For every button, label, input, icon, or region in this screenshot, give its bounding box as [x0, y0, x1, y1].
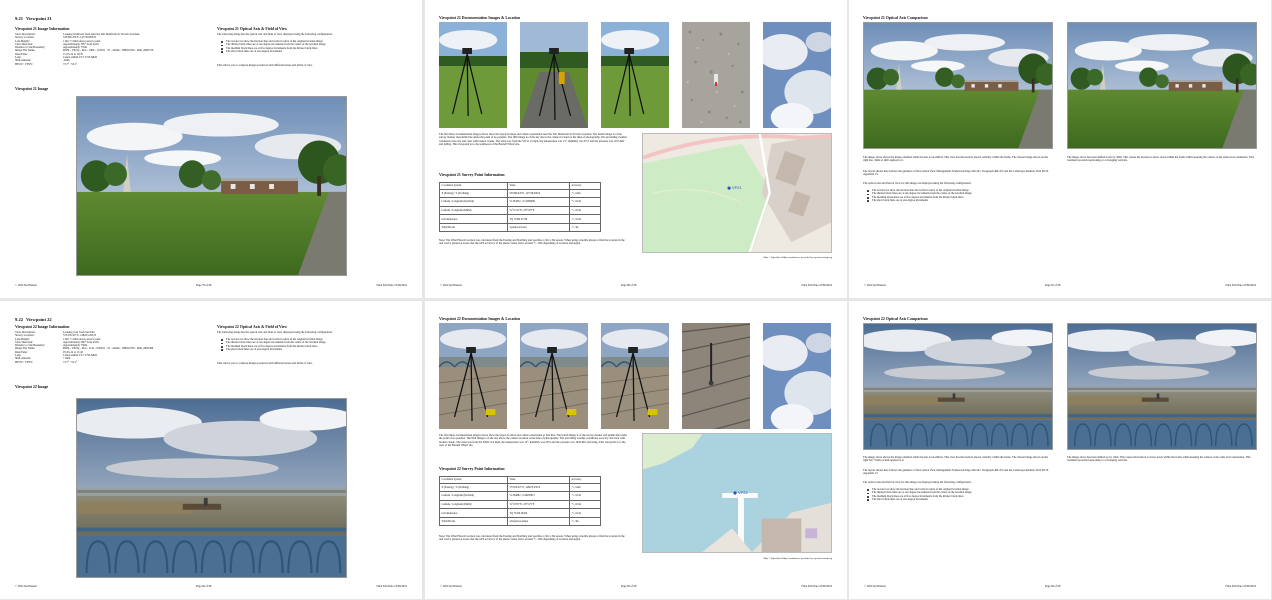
shifted-caption: The image above has been shifted up by 1mm. This causes the horizon to move down within the frame whilst keeping the camera at the same level orientation. This treatment prevents keystoning or converging verticals. [1067, 456, 1251, 463]
table-cell: X (Easting) , Y (Northing) [440, 483, 508, 492]
table-cell: Grid Reference [440, 215, 508, 224]
doc-photo-survey-marker [682, 323, 750, 429]
info-value: Approximately 260° from north [63, 340, 99, 344]
doc-photo-survey-marker [682, 22, 750, 128]
footer-copyright: © 2022 Ian Hansen [440, 585, 462, 588]
footer-copyright: © 2022 Ian Hansen [15, 585, 37, 588]
bullet-item: The medium black lines are at five degree increments from the thicker black lines [217, 345, 407, 348]
doc-photo-3 [601, 323, 669, 429]
table-row [440, 492, 601, 501]
info-heading: Viewpoint 21 Image Information [15, 27, 70, 31]
comparison-heading: Viewpoint 21 Optical Axis Comparison [863, 16, 928, 20]
map-attribution: Map © OpenStreetMap contributors, provided by openstreetmap.org [763, 256, 832, 259]
table-row [440, 198, 601, 207]
comparison-heading: Viewpoint 22 Optical Axis Comparison [863, 317, 928, 321]
viewpoint-22-photo [76, 398, 347, 578]
footer-copyright: © 2022 Ian Hansen [864, 284, 886, 287]
optical-intro: The following image has the optical axis and field of view displayed using the following configuration: [217, 331, 333, 334]
table-cell: +/- 3m [570, 517, 601, 526]
footer-page-number: Page 83 of 98 [621, 585, 637, 588]
footer-page-number: Page 79 of 98 [196, 284, 212, 287]
footer-edit-date: Final Edit Date 23/06/2022 [1225, 284, 1256, 287]
bullet-item: The medium black lines are at five degree increments from the thicker black lines [863, 196, 1058, 199]
table-cell: Latitude / Longitude (D&M) [440, 500, 508, 509]
optical-intro: The following image has the optical axis and field of view displayed using the following configuration: [217, 33, 333, 36]
table-row [440, 189, 601, 198]
table-cell: +/- 10cm [570, 509, 601, 518]
documentation-heading: Viewpoint 21 Documentation Images & Location [439, 16, 521, 20]
page-81 [849, 0, 1271, 298]
image-info-table [15, 331, 153, 364]
info-value: Canon 24mm f/3.5 T-SE MkII [63, 354, 97, 358]
optical-note: This allows you to compare images produced with different lenses and fields of view. [217, 64, 313, 67]
bullet-item: The medium black lines are at five degree increments from the thicker black lines [863, 495, 1058, 498]
bullet-item: The red arrows show the horizon line and vertical centre of the original levelled image [863, 189, 1058, 192]
table-row [440, 517, 601, 526]
table-cell: system.card.area [508, 223, 570, 232]
footer-page-number: Page 82 of 98 [196, 585, 212, 588]
footer-edit-date: Final Edit Date 23/06/2022 [376, 284, 407, 287]
image-heading: Viewpoint 21 Image [15, 87, 49, 91]
info-value: 1.6m +/-5mm above survey point [63, 337, 101, 341]
shifted-caption: The image above has been shifted down by 3mm. This causes the horizon to move down within the frame whilst keeping the camera at the same level orientation. This treatment prevents keystoning or converging verticals. [1067, 156, 1254, 163]
what3words-note: Note: The What3Words location was calculated from the Easting and Northing and specifies a 3m x 3m square. When using a mobile phone to find the location in the real world, please be aware that the GPS accuracy of the phone varies and is around +/- 10m depending on location and signal. [439, 535, 625, 542]
info-label: Date/Time: [15, 52, 28, 56]
info-label: Distance to Site Boundary: [15, 46, 46, 50]
table-cell: +/- 10cm [570, 198, 601, 207]
table-row [440, 483, 601, 492]
table-row [440, 206, 601, 215]
footer-edit-date: Final Edit Date 23/06/2022 [801, 284, 832, 287]
table-cell: +/- 10cm [570, 206, 601, 215]
table-cell: wind.prices.shape [508, 517, 570, 526]
info-label: View Description: [15, 331, 36, 334]
info-value: 575476.327 E, 148103.456 N [63, 334, 97, 338]
what3words-note: Note: The What3Words location was calculated from the Easting and Northing and specifies a 3m x 3m square. When using a mobile phone to find the location in the real world, please be aware that the GPS accuracy of the phone varies and is around +/- 10m depending on location and signal. [439, 239, 625, 246]
footer-copyright: © 2022 Ian Hansen [864, 585, 886, 588]
info-label: HFOV / VFOV: [15, 62, 33, 66]
info-label: Image File Name: [15, 49, 36, 53]
survey-table [439, 476, 601, 526]
table-cell: 535390.470 E, 147749.006 N [508, 189, 570, 198]
info-label: Date/Time: [15, 350, 28, 354]
bullet-item: The thicker black lines are at ten degree increments from the centre of the levelled image [217, 341, 407, 344]
optical-heading: Viewpoint 21 Optical Axis & Field of View [217, 27, 288, 31]
doc-photo-sky [763, 22, 831, 128]
table-cell: 51°21'41"N , 00°31'0"E [508, 206, 570, 215]
table-cell: 51.361632 , 0.51096099 [508, 198, 570, 207]
info-row [15, 63, 153, 66]
table-row [440, 215, 601, 224]
info-value: +1mm [63, 357, 71, 361]
info-row [15, 361, 153, 364]
info-heading: Viewpoint 22 Image Information [15, 325, 70, 329]
doc-photo-sky [763, 323, 831, 429]
doc-photo-2 [520, 22, 588, 128]
table-cell: +/- 10cm [570, 492, 601, 501]
table-row [440, 509, 601, 518]
table-cell: X (Easting) , Y (Northing) [440, 189, 508, 198]
optical-bullets [863, 488, 1058, 502]
doc-photo-1 [439, 323, 507, 429]
table-cell: Latitude / Longitude (Decimal) [440, 198, 508, 207]
info-value: 73.7° / 53.1° [63, 360, 78, 364]
info-label: View Description: [15, 33, 36, 36]
info-label: Shift Amount: [15, 357, 31, 361]
table-cell: What3Words [440, 517, 508, 526]
footer-page-number: Page 80 of 98 [621, 284, 637, 287]
documentation-description: The first three documentation images above show the tripod location and camera orientation near the War Memorial in Victoria Gardens. The fourth image is of the survey marker and plumb line under the point of no parallax. The fifth image is of the sky above the camera location at the time of photography. The prevailing weather conditions were dry and clear with broken clouds. The wind was from the SW at 15 mph, the temperature was 15°, humidity was 67% and the pressure was 1015 hPa and falling. This viewpoint is to the southwest of the Bardell Wharf site. [439, 133, 627, 147]
table-cell: +/- 1mm [570, 483, 601, 492]
table-cell: TQ 75390 47749 [508, 215, 570, 224]
table-cell: Accuracy [570, 183, 601, 190]
page-84 [849, 301, 1271, 599]
unshifted-caption: The image above shows the image obtained while the lens is un-shifted. This view has the horizon placed centrally within the frame. The chosen image shown on the right has -3mm of shift applied to it. [863, 156, 1048, 163]
bullet-item: The red arrows show the horizon line and vertical centre of the original levelled image [217, 40, 407, 43]
info-value: Approximately 305° from north [63, 42, 99, 46]
optical-bullets [217, 40, 407, 54]
viewpoint-21-photo [76, 96, 347, 276]
unshifted-caption: The image above shows the image obtained while the lens is un-shifted. This view has the horizon placed centrally within the frame. The chosen image shown on the right has +1mm of shift applied to it. [863, 456, 1048, 463]
info-label: HFOV / VFOV: [15, 360, 33, 364]
optical-bullets [217, 338, 407, 352]
table-cell: Value [508, 183, 570, 190]
table-cell: +/- 10cm [570, 500, 601, 509]
info-label: Shift Amount: [15, 59, 31, 63]
bullet-item: The thicker black lines are at ten degree increments from the centre of the levelled image [863, 192, 1058, 195]
doc-photo-2 [520, 323, 588, 429]
info-label: Lens: [15, 354, 22, 358]
info-rows [15, 33, 153, 66]
documentation-description: The first three documentation images above show the tripod location and camera orientation at Sun Pier. The fourth image is of the survey marker and plumb line under the point of no parallax. The fifth image is of the sky above the camera location at the time of photography. The prevailing weather conditions were dry and clear with broken clouds. The wind was from the NNW at 6 mph, the temperature was 14°, humidity was 59% and the pressure was 1026 hPa and rising. This viewpoint is to the west of the Bardell Wharf site. [439, 434, 627, 448]
info-value: 535390.470 E, 147749.006 N [63, 36, 97, 40]
table-cell: Accuracy [570, 477, 601, 484]
optical-heading: Viewpoint 22 Optical Axis & Field of View [217, 325, 288, 329]
page-80 [425, 0, 847, 298]
bullet-item: The thicker black lines are at ten degree increments from the centre of the levelled image [217, 43, 407, 46]
survey-heading: Viewpoint 21 Survey Point Information [439, 173, 505, 177]
footer-page-number: Page 81 of 98 [1045, 284, 1061, 287]
footer-edit-date: Final Edit Date 23/06/2022 [376, 585, 407, 588]
footer-copyright: © 2022 Ian Hansen [440, 284, 462, 287]
footer-edit-date: Final Edit Date 23/06/2022 [801, 585, 832, 588]
info-value: Canon 24mm f/3.5 T-SE MkII [63, 56, 97, 60]
page-82 [0, 301, 422, 599]
info-value: BWR - VP22g - Ifo4 - 1142 - 050522 - 55 - 24mm - 5880x3760 - Imm_8020494 [63, 347, 154, 351]
info-value: 1.6m +/-5mm above survey point [63, 39, 101, 43]
bullet-item: The short black lines are at one degree increments [217, 348, 407, 351]
table-cell: +/- 10cm [570, 215, 601, 224]
bullet-item: The thicker black lines are at ten degree increments from the centre of the levelled image [863, 491, 1058, 494]
footer-copyright: © 2022 Ian Hansen [15, 284, 37, 287]
info-label: Survey Location: [15, 36, 35, 40]
table-cell: Latitude / Longitude (Decimal) [440, 492, 508, 501]
doc-photo-3 [601, 22, 669, 128]
table-cell: What3Words [440, 223, 508, 232]
unshifted-photo [863, 22, 1053, 149]
info-label: Distance to Site Boundary: [15, 344, 46, 348]
optical-note: This allows you to compare images produced with different lenses and fields of view. [217, 362, 313, 365]
table-cell: +/- 1mm [570, 189, 601, 198]
bullet-item: The short black lines are at one degree increments [863, 199, 1058, 202]
info-value: Approximately 730m [63, 344, 88, 348]
bullet-item: The short black lines are at one degree increments [217, 50, 407, 53]
shifted-photo [1067, 22, 1257, 149]
table-row [440, 223, 601, 232]
footer-edit-date: Final Edit Date 23/06/2022 [1225, 585, 1256, 588]
page-79 [0, 0, 422, 298]
doc-photo-1 [439, 22, 507, 128]
info-label: Survey Location: [15, 334, 35, 338]
table-cell: 51°23'05"N , 00°31'5"E [508, 500, 570, 509]
unshifted-photo [863, 323, 1053, 450]
table-cell: Coordinate System [440, 477, 508, 484]
info-value: BWR - VP21g - Ifo4 - 1000 - 110522 - 55 - 24mm - 5880x3760 - Imm_8020736 [63, 49, 154, 53]
info-label: View Direction: [15, 340, 33, 344]
map-marker-label: VP21 [732, 185, 742, 191]
table-cell: TQ 75476 48103 [508, 509, 570, 518]
optical-bullets [863, 189, 1058, 203]
bullet-item: The medium black lines are at five degree increments from the thicker black lines [217, 47, 407, 50]
optical-intro: The optical axis and field of view for this image are displayed using the following configuration: [863, 182, 972, 185]
table-row [440, 500, 601, 509]
shifted-photo [1067, 323, 1257, 450]
table-cell: Value [508, 477, 570, 484]
section-title: 9.22 Viewpoint 22 [15, 317, 52, 322]
info-label: Image File Name: [15, 347, 36, 351]
table-cell: Coordinate System [440, 183, 508, 190]
footer-page-number: Page 84 of 98 [1045, 585, 1061, 588]
info-rows [15, 331, 153, 364]
bullet-item: The red arrows show the horizon line and vertical centre of the original levelled image [217, 338, 407, 341]
table-cell: 51.384662 , 0.49050815 [508, 492, 570, 501]
optical-intro: The optical axis and field of view for this image are displayed using the following configuration: [863, 481, 972, 484]
bullet-item: The short black lines are at one degree increments [863, 498, 1058, 501]
image-heading: Viewpoint 22 Image [15, 385, 49, 389]
location-map-vp22 [642, 433, 832, 553]
guidance-text: The layout shown here follows the guidance of the London View Management Framework Page 246-247, Paragraph 466-472 and the Landscape Institute TGN 06/19 Appendix 13. [863, 469, 1049, 476]
info-label: Lens Height: [15, 39, 30, 43]
table-cell: 575476.327 E, 148103.456 N [508, 483, 570, 492]
page-83 [425, 301, 847, 599]
info-value: Looking west from Sun Pier [63, 331, 95, 334]
info-label: Lens: [15, 56, 22, 60]
info-value: -2mm [63, 59, 70, 63]
table-cell: Latitude / Longitude (D&M) [440, 206, 508, 215]
info-label: View Direction: [15, 42, 33, 46]
guidance-text: The layout shown here follows the guidance of the London View Management Framework Page 246-247, Paragraph 466-472 and the Landscape Institute TGN 06/19 Appendix 13. [863, 170, 1049, 177]
map-marker-label: VP22 [737, 489, 748, 495]
table-cell: +/- 3m [570, 223, 601, 232]
info-value: Looking northwest from near the War Memorial in Victoria Gardens [63, 33, 140, 36]
bullet-item: The red arrows show the horizon line and vertical centre of the original levelled image [863, 488, 1058, 491]
documentation-heading: Viewpoint 22 Documentation Images & Location [439, 317, 521, 321]
image-info-table [15, 33, 153, 66]
map-attribution: Map © OpenStreetMap contributors, provided by openstreetmap.org [763, 557, 832, 560]
info-value: 11-05-22 at 10:35 [63, 52, 83, 56]
info-value: 05-05-22 at 11:42 [63, 350, 83, 354]
section-title: 9.21 Viewpoint 21 [15, 16, 52, 21]
info-value: Approximately 755m [63, 46, 88, 50]
info-value: 73.7° / 53.1° [63, 62, 78, 66]
table-cell: Grid Reference [440, 509, 508, 518]
location-map-vp21 [642, 133, 832, 253]
info-label: Lens Height: [15, 337, 30, 341]
survey-table [439, 182, 601, 232]
survey-heading: Viewpoint 22 Survey Point Information [439, 467, 505, 471]
